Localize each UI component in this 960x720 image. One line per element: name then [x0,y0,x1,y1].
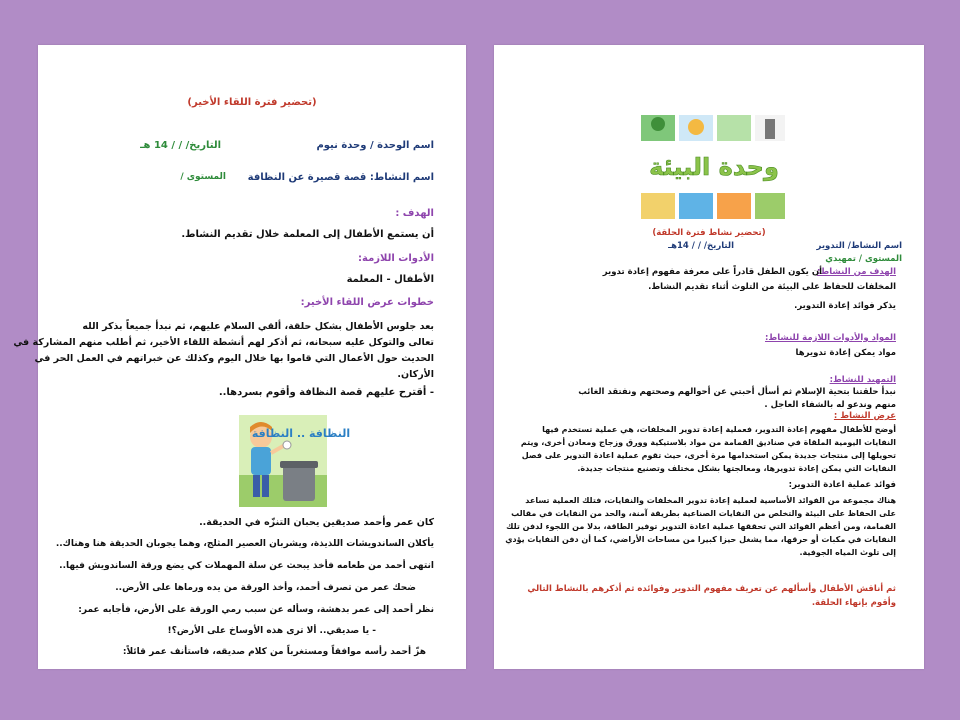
closing-line: ثم أناقش الأطفال وأسألهم عن تعريف مفهوم التدوير وفوائده ثم أذكرهم بالنشاط التالي [527,584,896,594]
date-label: التاريخ/ / / 14 هـ [140,140,221,151]
goal-text: أن يستمع الأطفال إلى المعلمة خلال تقديم النشاط. [181,229,434,240]
tools-heading: المواد والأدوات اللازمة للنشاط: [765,333,896,343]
banner-title: وحدة البيئة [649,153,779,181]
tools-text: مواد يمكن إعادة تدويرها [795,348,896,358]
goal-text: أن يكون الطفل قادراً على معرفة مفهوم إعادة تدوير [602,267,822,277]
environment-unit-banner [639,113,789,223]
present-line: النفايات التي يمكن إعادة تدويرها، ومعالجتها بشكل مختلف وتصنيع منتجات جديدة. [577,464,896,473]
benefits-line: القمامة، ومن أعظم الفوائد التي تحققها عملية اعادة التدوير توفير الطاقة، بدلا من اللجوء لدفن تلك [506,522,896,531]
date-label: التاريخ/ / / 14هـ [668,241,734,251]
present-line: النفايات اليومية الملقاة في صناديق القمامة من مواد بلاستيكية وورق وزجاج ومعادن أخرى، ويتم [520,438,896,447]
story-line: هزّ أحمد رأسه موافقاً ومستغرباً من كلام صديقه، فاستأنف عمر قائلاً: [122,647,426,657]
goal-text: يذكر فوائد إعادة التدوير. [794,301,896,311]
benefits-heading: فوائد عملية اعادة التدوير: [788,480,896,490]
present-heading: عرض النشاط : [833,411,896,421]
intro-line: نبدأ حلقتنا بتحية الإسلام ثم أسأل أحبتي عن أحوالهم وصحتهم ونفتقد الغائب [578,387,896,397]
right-document-page [494,45,924,669]
story-line: نظر أحمد إلى عمر بدهشة، وسأله عن سبب رمي الورقة على الأرض، فأجابه عمر: [78,605,434,615]
steps-line: الأركان. [397,369,434,380]
level-label: المستوى / تمهيدي [825,254,902,264]
image-caption: النظافة .. النظافة [251,427,351,440]
suggest-text: - أقترح عليهم قصة النظافة وأقوم بسردها.. [218,387,434,398]
steps-heading: خطوات عرض اللقاء الأخير: [300,297,434,308]
story-line: يأكلان الساندويشات اللذيذة، ويشربان العصير المثلج، وهما يجوبان الحديقة هنا وهناك.. [55,539,434,549]
activity-label: اسم النشاط: قصة قصيرة عن النظافة [247,172,434,183]
activity-label: اسم النشاط/ التدوير [816,241,902,251]
unit-label: اسم الوحدة / وحدة نيوم [316,140,434,151]
story-line: - يا صديقي.. ألا ترى هذه الأوساخ على الأرض؟! [167,626,376,636]
intro-heading: التمهيد للنشاط: [829,375,896,385]
benefits-line: على الحفاظ على البيئة والتخلص من النفايات الصناعية بطريقة آمنة، والحد من النفايات في مقالب [511,509,896,518]
right-page-title: (تحضير نشاط فترة الحلقة) [652,228,766,238]
goal-heading: الهدف من النشاط: [817,267,896,277]
cleanliness-illustration [239,415,351,507]
intro-line: منهم وندعو له بالشفاء العاجل . [764,400,896,410]
steps-line: الحديث حول الأعمال التي قاموا بها خلال اليوم وكذلك عن خبراتهم في العمل الحر في [34,353,434,364]
present-line: أوضح للأطفال مفهوم إعادة التدوير، فعملية إعادة تدوير المخلفات، هي عملية تستخدم فيها [542,425,896,434]
present-line: تحويلها إلى منتجات جديدة يمكن استخدامها مرة أخرى، حيث تقوم عملية اعادة التدوير على فصل [521,451,896,460]
story-line: ضحك عمر من تصرف أحمد، وأخذ الورقة من يده ورماها على الأرض.. [115,583,416,593]
steps-line: بعد جلوس الأطفال بشكل حلقة، ألقي السلام عليهم، ثم نبدأ جميعاً بذكر الله [82,321,434,332]
story-line: انتهى أحمد من طعامه فأخذ يبحث عن سلة المهملات كي يضع ورقة الساندويش فيها.. [59,561,434,571]
tools-text: الأطفال - المعلمة [346,274,434,285]
benefits-line: النفايات في مكبات أو حرقها، مما يشغل حيزا كبيرا من مساحات الأراضي، كما أن دفن النفايات يؤدي [505,535,896,544]
steps-line: تعالى والتوكل عليه سبحانه، ثم أذكر لهم أنشطة اللقاء الأخير، ثم أطلب منهم المشاركة في [13,337,434,348]
level-label: المستوى / [180,172,226,182]
benefits-line: إلى تلوث المياه الجوفية. [799,548,896,557]
benefits-line: هناك مجموعة من الفوائد الأساسية لعملية إعادة تدوير المخلفات والنفايات، فتلك العملية تساعد [525,496,896,505]
story-line: كان عمر وأحمد صديقين يحبان التنزّه في الحديقة.. [199,517,434,528]
left-page-title: (تحضير فترة اللقاء الأخير) [187,97,317,108]
goal-heading: الهدف : [395,208,434,219]
tools-heading: الأدوات اللازمة: [358,253,434,264]
goal-text: المخلفات للحفاظ على البيئة من التلوث أثناء تقديم النشاط. [648,282,896,292]
left-document-page [13,45,466,669]
closing-line: وأقوم بإنهاء الحلقة. [811,598,896,608]
